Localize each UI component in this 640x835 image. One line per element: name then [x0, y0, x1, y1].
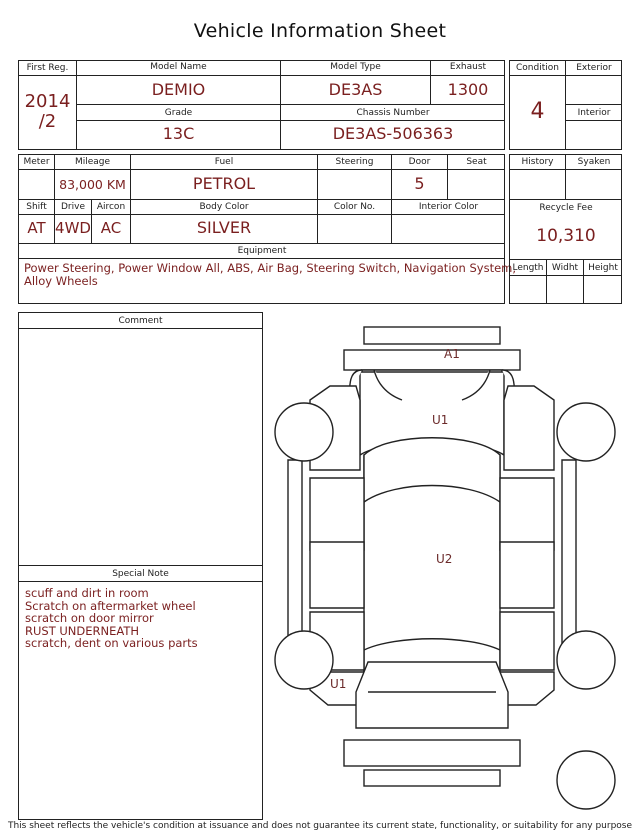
chassis-number-header: Chassis Number: [356, 108, 430, 118]
exhaust-header: Exhaust: [449, 62, 487, 72]
special-note-item: scratch on door mirror: [25, 611, 154, 625]
door-cell: [392, 155, 448, 200]
recycle-fee-value: 10,310: [536, 226, 596, 246]
model-type-cell: [281, 61, 431, 105]
special-note-item: RUST UNDERNEATH: [25, 623, 140, 638]
syaken-cell: [566, 155, 622, 200]
body-color-header: Body Color: [199, 202, 249, 212]
interior-header: Interior: [577, 108, 611, 118]
interior-color-cell: [392, 200, 505, 244]
interior-color-header: Interior Color: [418, 202, 479, 212]
drive-header: Drive: [61, 202, 85, 212]
history-cell: [510, 155, 566, 200]
condition-table: [509, 60, 622, 150]
door-header: Door: [408, 157, 431, 167]
exhaust-value: 1300: [447, 80, 489, 99]
special-note-list: [25, 587, 198, 650]
recycle-fee-cell: [510, 200, 622, 260]
model-name-value: DEMIO: [151, 80, 206, 99]
shift-value: AT: [27, 219, 46, 237]
comment-panel: [18, 312, 263, 820]
model-name-cell: [77, 61, 281, 105]
special-note-item: scratch, dent on various parts: [25, 636, 198, 650]
equipment-cell: [19, 244, 517, 304]
exterior-cell: [566, 61, 622, 105]
length-header: Length: [512, 263, 544, 273]
equipment-line-2: Alloy Wheels: [24, 274, 98, 288]
meter-header: Meter: [23, 157, 50, 167]
height-header: Height: [588, 263, 618, 273]
model-type-header: Model Type: [330, 62, 381, 72]
special-note-header: Special Note: [112, 569, 169, 579]
comment-header: Comment: [118, 316, 163, 326]
aircon-cell: [92, 200, 131, 244]
specs-table: [18, 154, 517, 304]
interior-cell: [566, 105, 622, 150]
car-damage-diagram: [268, 320, 628, 820]
special-note-item: scuff and dirt in room: [25, 586, 149, 600]
condition-value: 4: [530, 99, 545, 124]
color-no-cell: [318, 200, 392, 244]
exterior-header: Exterior: [576, 63, 612, 73]
grade-cell: [77, 105, 281, 150]
diagram-label-u1-bottom: U1: [330, 677, 347, 691]
condition-header: Condition: [516, 63, 559, 73]
body-color-value: SILVER: [196, 218, 252, 237]
first-reg-year: 2014: [24, 91, 71, 112]
mileage-cell: [55, 155, 131, 200]
mileage-header: Mileage: [74, 157, 111, 167]
equipment-line-1: Power Steering, Power Window All, ABS, Air Bag, Steering Switch, Navigation System,: [24, 261, 517, 275]
width-cell: [547, 260, 584, 304]
mileage-value: 83,000 KM: [59, 177, 126, 192]
fuel-header: Fuel: [214, 157, 234, 167]
disclaimer-footer: This sheet reflects the vehicle's condition at issuance and does not guarantee its current state, functionality, or suitability for any purpose: [7, 821, 633, 831]
first-reg-header: First Reg.: [26, 63, 69, 73]
seat-cell: [448, 155, 505, 200]
drive-cell: [55, 200, 92, 244]
shift-header: Shift: [26, 202, 47, 212]
equipment-header: Equipment: [237, 246, 287, 256]
recycle-fee-header: Recycle Fee: [539, 203, 593, 213]
body-color-cell: [131, 200, 318, 244]
syaken-header: Syaken: [577, 157, 611, 167]
drive-value: 4WD: [55, 219, 91, 237]
grade-header: Grade: [164, 108, 193, 118]
front-bumper-top: [344, 327, 520, 370]
aircon-value: AC: [100, 219, 122, 237]
special-note-item: Scratch on aftermarket wheel: [25, 598, 196, 613]
rear-section: [344, 662, 520, 786]
shift-cell: [19, 200, 55, 244]
exhaust-cell: [431, 61, 505, 105]
diagram-label-u2: U2: [436, 552, 453, 566]
aircon-header: Aircon: [96, 202, 126, 212]
first-reg-cell: [19, 61, 77, 150]
length-cell: [510, 260, 547, 304]
chassis-number-cell: [281, 105, 505, 150]
fuel-cell: [131, 155, 318, 200]
model-name-header: Model Name: [150, 62, 207, 72]
steering-cell: [318, 155, 392, 200]
fuel-value: PETROL: [192, 174, 256, 193]
diagram-label-u1-top: U1: [432, 413, 449, 427]
door-value: 5: [414, 174, 425, 193]
history-table: [509, 154, 622, 304]
chassis-number-value: DE3AS-506363: [332, 124, 454, 143]
page-title: Vehicle Information Sheet: [193, 20, 447, 42]
seat-header: Seat: [466, 157, 487, 167]
steering-header: Steering: [335, 157, 374, 167]
diagram-label-a1: A1: [444, 347, 460, 361]
vehicle-info-table: [18, 60, 505, 150]
first-reg-month: /2: [38, 111, 57, 132]
color-no-header: Color No.: [333, 202, 376, 212]
height-cell: [584, 260, 622, 304]
model-type-value: DE3AS: [328, 80, 383, 99]
grade-value: 13C: [162, 124, 195, 143]
meter-cell: [19, 155, 55, 200]
width-header: Widht: [551, 263, 579, 273]
history-header: History: [521, 157, 554, 167]
condition-cell: [510, 61, 566, 150]
